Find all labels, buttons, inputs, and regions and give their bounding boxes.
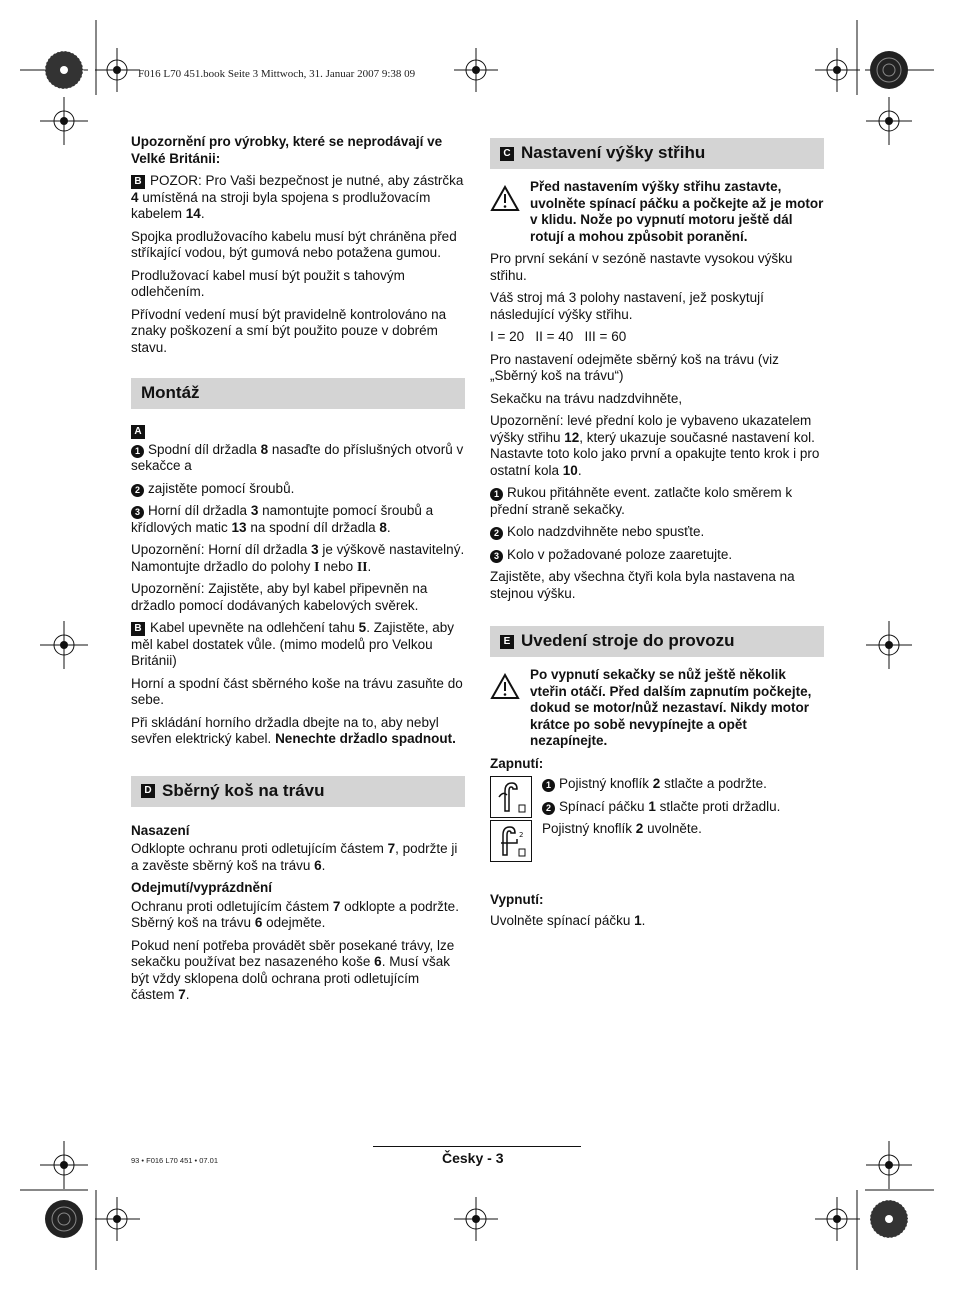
step-number-icon: 1: [490, 488, 503, 501]
figure-badge: B: [131, 622, 145, 636]
section-kos-heading: D Sběrný koš na trávu: [131, 776, 465, 807]
warning-triangle-icon: [490, 667, 530, 750]
warning-block: Před nastavením výšky střihu zastavte, uvolněte spínací páčku a počkejte až je motor v klidu. Nože po vypnutí motoru ještě dál rotují a mohou způsobit poranění.: [490, 179, 824, 245]
step: 3 Horní díl držadla 3 namontujte pomocí šroubů a křídlových matic 13 na spodní díl držadla 8.: [131, 503, 434, 535]
footer-divider: [373, 1146, 581, 1147]
paragraph: B Kabel upevněte na odlehčení tahu 5. Zajistěte, aby měl kabel dostatek vůle. (mimo modelů pro Velkou Británii): [131, 620, 454, 668]
footer-code: 93 • F016 L70 451 • 07.01: [131, 1156, 218, 1165]
paragraph: Odklopte ochranu proti odletujícím částem 7, podržte ji a zavěste sběrný koš na trávu 6.: [131, 841, 458, 873]
step-number-icon: 1: [542, 779, 555, 792]
section-vyska-heading: C Nastavení výšky střihu: [490, 138, 824, 169]
warning-block: Po vypnutí sekačky se nůž ještě několik vteřin otáčí. Před dalším zapnutím počkejte, dokud se motor/nůž nezastaví. Nikdy motor krátce po sobě nevypínejte a opět nezapínejte.: [490, 667, 824, 750]
paragraph: Uvolněte spínací páčku 1.: [490, 912, 646, 928]
step-number-icon: 3: [131, 506, 144, 519]
step: 2 Kolo nadzdvihněte nebo spusťte.: [490, 524, 824, 541]
subheading: Vypnutí:: [490, 892, 544, 907]
step: 2 Spínací páčku 1 stlačte proti držadlu.: [542, 799, 780, 816]
step-number-icon: 2: [542, 802, 555, 815]
step: 3 Kolo v požadované poloze zaaretujte.: [490, 547, 824, 564]
book-header: F016 L70 451.book Seite 3 Mittwoch, 31. Januar 2007 9:38 09: [138, 68, 416, 80]
switch-press-icon: [490, 776, 532, 818]
uk-notice-heading: Upozornění pro výrobky, které se neprodávají ve Velké Británii:: [131, 134, 443, 166]
lever-pull-icon: [490, 820, 532, 862]
paragraph: Upozornění: levé přední kolo je vybaveno ukazatelem výšky střihu 12, který ukazuje současné nastavení kol. Nastavte toto kolo jako první a opakujte tento krok i pro ostatní kola 10.: [490, 413, 820, 478]
paragraph: Sekačku na trávu nadzdvihněte,: [490, 390, 683, 406]
figure-badge: A: [131, 425, 145, 439]
subheading: Odejmutí/vyprázdnění: [131, 880, 273, 895]
step-number-icon: 2: [131, 484, 144, 497]
step: 2 zajistěte pomocí šroubů.: [131, 481, 465, 498]
right-column: [490, 138, 824, 935]
section-montaz-heading: Montáž: [131, 378, 465, 409]
figure-badge: D: [141, 784, 155, 798]
step: 1 Pojistný knoflík 2 stlačte a podržte.: [542, 776, 780, 793]
warning-triangle-icon: [490, 179, 530, 245]
paragraph: Pojistný knoflík 2 uvolněte.: [542, 821, 702, 836]
step-number-icon: 2: [490, 527, 503, 540]
paragraph: Horní a spodní část sběrného koše na trávu zasuňte do sebe.: [131, 675, 463, 707]
step: 1 Spodní díl držadla 8 nasaďte do příslušných otvorů v sekačce a: [131, 441, 464, 473]
page-number: Česky - 3: [442, 1150, 504, 1166]
step-number-icon: 1: [131, 445, 144, 458]
paragraph: Ochranu proti odletujícím částem 7 odklopte a podržte. Sběrný koš na trávu 6 odejměte.: [131, 898, 459, 930]
figure-badge: E: [500, 635, 514, 649]
left-column: [131, 134, 465, 1010]
section-provoz-heading: E Uvedení stroje do provozu: [490, 626, 824, 657]
subheading: Zapnutí:: [490, 755, 544, 771]
paragraph: Prodlužovací kabel musí být použit s tahovým odlehčením.: [131, 267, 405, 299]
paragraph: Pokud není potřeba provádět sběr posekané trávy, lze sekačku používat bez nasazeného koše 6. Musí však být vždy sklopena dolů ochrana proti odletujícím částem 7.: [131, 937, 455, 1002]
switch-on-block: [490, 776, 824, 864]
uk-warning: B POZOR: Pro Vaši bezpečnost je nutné, aby zástrčka 4 umístěná na stroji byla spojena s prodlužovacím kabelem 14.: [131, 173, 464, 221]
subheading: Nasazení: [131, 822, 190, 838]
step-number-icon: 3: [490, 550, 503, 563]
paragraph: Při skládání horního držadla dbejte na to, aby nebyl sevřen elektrický kabel. Nenechte držadlo spadnout.: [131, 714, 456, 746]
paragraph: Upozornění: Zajistěte, aby byl kabel připevněn na držadlo pomocí dodávaných kabelových svěrek.: [131, 581, 428, 613]
svg-text:2: 2: [519, 831, 524, 839]
paragraph: Spojka prodlužovacího kabelu musí být chráněna před stříkající vodou, být gumová nebo potažena gumou.: [131, 228, 457, 260]
figure-badge: B: [131, 175, 145, 189]
paragraph: Pro nastavení odejměte sběrný koš na trávu (viz „Sběrný koš na trávu“): [490, 351, 779, 383]
paragraph: Upozornění: Horní díl držadla 3 je výškově nastavitelný. Namontujte držadlo do polohy I nebo II.: [131, 542, 465, 574]
step: 1 Rukou přitáhněte event. zatlačte kolo směrem k přední straně sekačky.: [490, 485, 793, 517]
paragraph: Zajistěte, aby všechna čtyři kola byla nastavena na stejnou výšku.: [490, 569, 795, 601]
paragraph: I = 20 II = 40 III = 60: [490, 329, 627, 344]
paragraph: Pro první sekání v sezóně nastavte vysokou výšku střihu.: [490, 251, 793, 283]
paragraph: Přívodní vedení musí být pravidelně kontrolováno na znaky poškození a smí být použito pouze v dobrém stavu.: [131, 306, 447, 355]
paragraph: Váš stroj má 3 polohy nastavení, jež poskytují následující výšky střihu.: [490, 290, 764, 322]
figure-badge: C: [500, 147, 514, 161]
